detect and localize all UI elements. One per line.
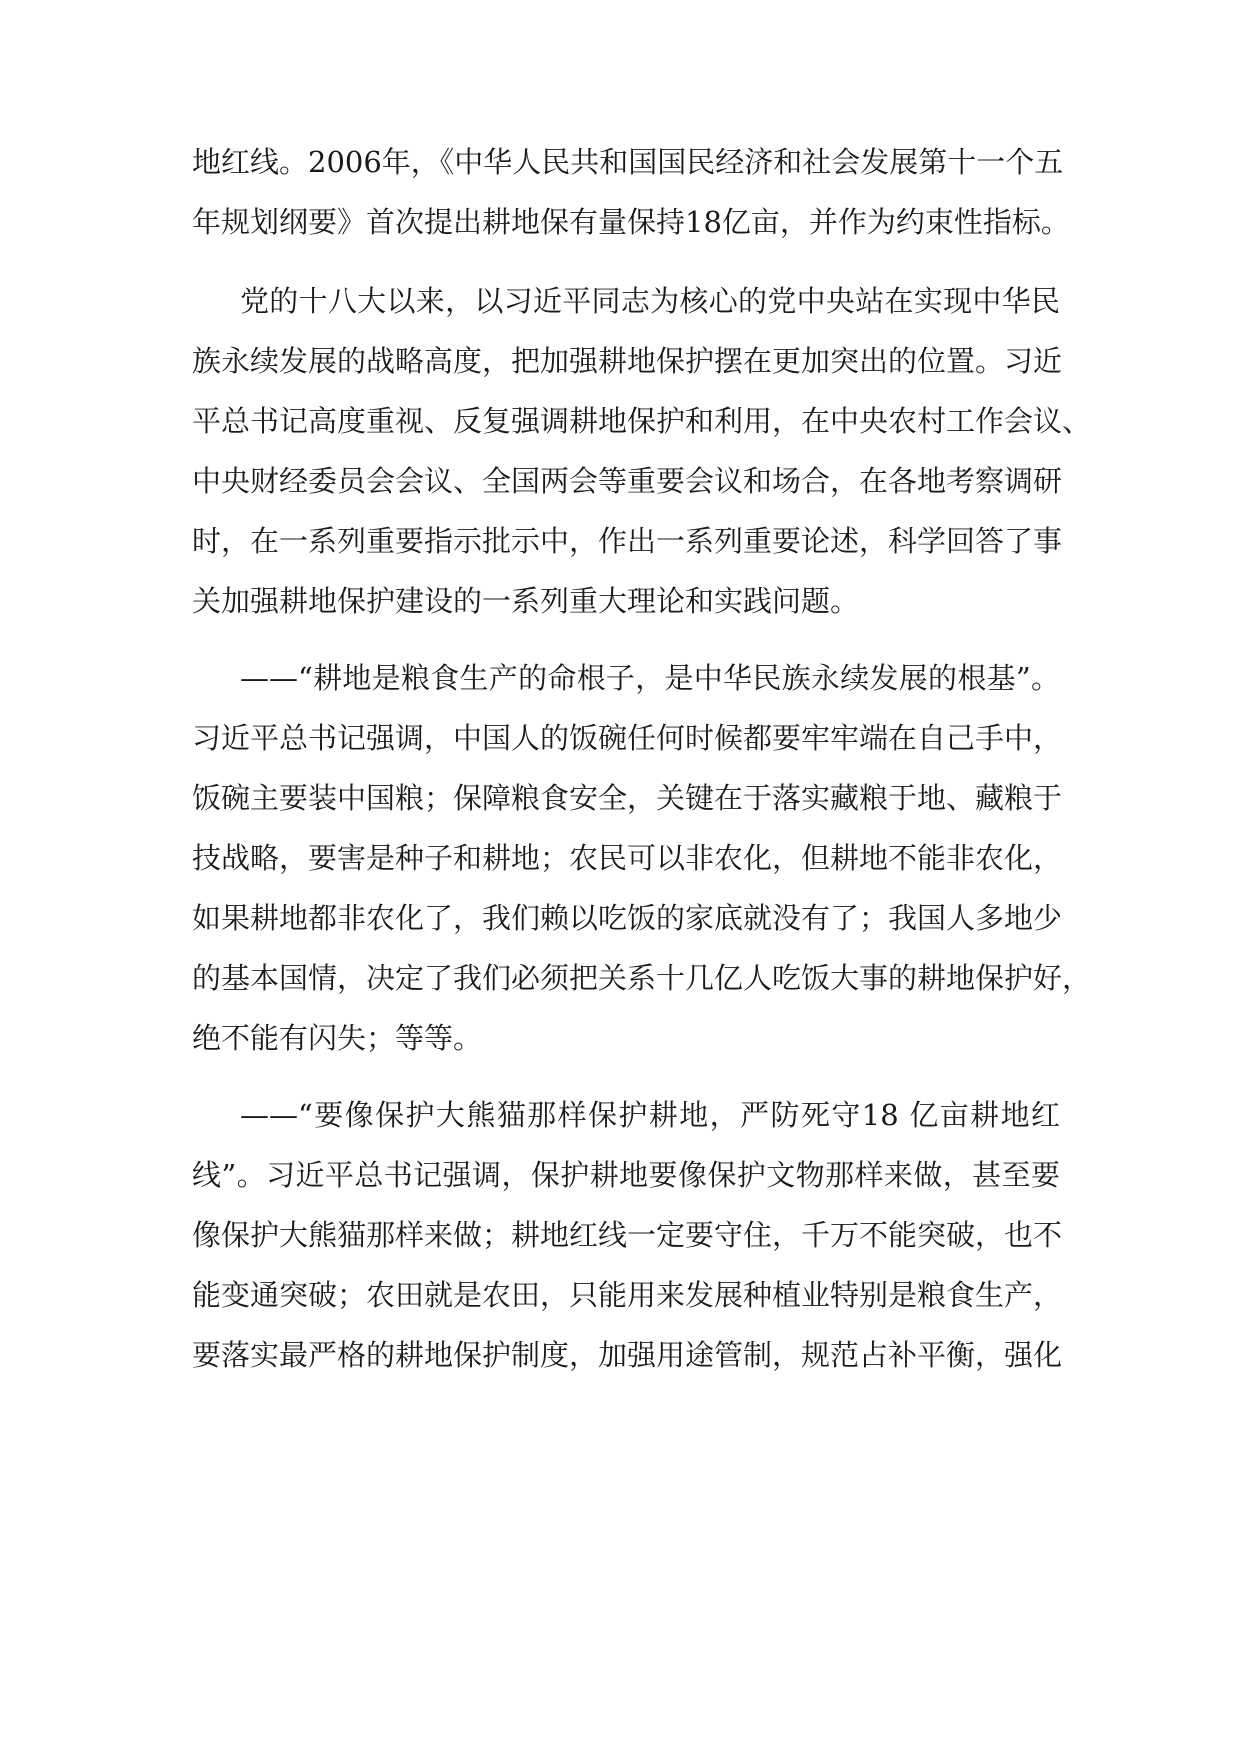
paragraph-line: ——“要像保护大熊猫那样保护耕地，严防死守18 亿亩耕地红 <box>240 1098 1060 1132</box>
paragraph-line: 要落实最严格的耕地保护制度，加强用途管制，规范占补平衡，强化 <box>192 1338 1063 1372</box>
paragraph-2 <box>192 271 1092 631</box>
paragraph-line: 的基本国情，决定了我们必须把关系十几亿人吃饭大事的耕地保护好， <box>192 961 1092 995</box>
paragraph-line: ——“耕地是粮食生产的命根子，是中华民族永续发展的根基”。 <box>240 661 1060 695</box>
paragraph-line: 党的十八大以来，以习近平同志为核心的党中央站在实现中华民 <box>240 284 1060 318</box>
paragraph-line: 像保护大熊猫那样来做；耕地红线一定要守住，千万不能突破，也不 <box>192 1218 1063 1252</box>
paragraph-line: 中央财经委员会会议、全国两会等重要会议和场合，在各地考察调研 <box>192 464 1063 498</box>
paragraph-line: 族永续发展的战略高度，把加强耕地保护摆在更加突出的位置。习近 <box>192 344 1063 378</box>
paragraph-1 <box>192 132 1070 252</box>
paragraph-line: 线”。习近平总书记强调，保护耕地要像保护文物那样来做，甚至要 <box>192 1158 1060 1192</box>
paragraph-line: 年规划纲要》首次提出耕地保有量保持18亿亩，并作为约束性指标。 <box>192 205 1070 239</box>
paragraph-line: 关加强耕地保护建设的一系列重大理论和实践问题。 <box>192 584 860 618</box>
paragraph-line: 如果耕地都非农化了，我们赖以吃饭的家底就没有了；我国人多地少 <box>192 901 1063 935</box>
paragraph-line: 习近平总书记强调，中国人的饭碗任何时候都要牢牢端在自己手中， <box>192 721 1063 755</box>
paragraph-line: 地红线。2006年，《中华人民共和国国民经济和社会发展第十一个五 <box>192 145 1064 179</box>
paragraph-line: 技战略，要害是种子和耕地；农民可以非农化，但耕地不能非农化， <box>192 841 1063 875</box>
paragraph-3 <box>192 648 1092 1068</box>
paragraph-4 <box>192 1085 1063 1385</box>
paragraph-line: 平总书记高度重视、反复强调耕地保护和利用，在中央农村工作会议、 <box>192 404 1092 438</box>
paragraph-line: 饭碗主要装中国粮；保障粮食安全，关键在于落实藏粮于地、藏粮于 <box>192 781 1063 815</box>
paragraph-line: 能变通突破；农田就是农田，只能用来发展种植业特别是粮食生产， <box>192 1278 1063 1312</box>
paragraph-line: 绝不能有闪失；等等。 <box>192 1021 483 1055</box>
paragraph-line: 时，在一系列重要指示批示中，作出一系列重要论述，科学回答了事 <box>192 524 1063 558</box>
